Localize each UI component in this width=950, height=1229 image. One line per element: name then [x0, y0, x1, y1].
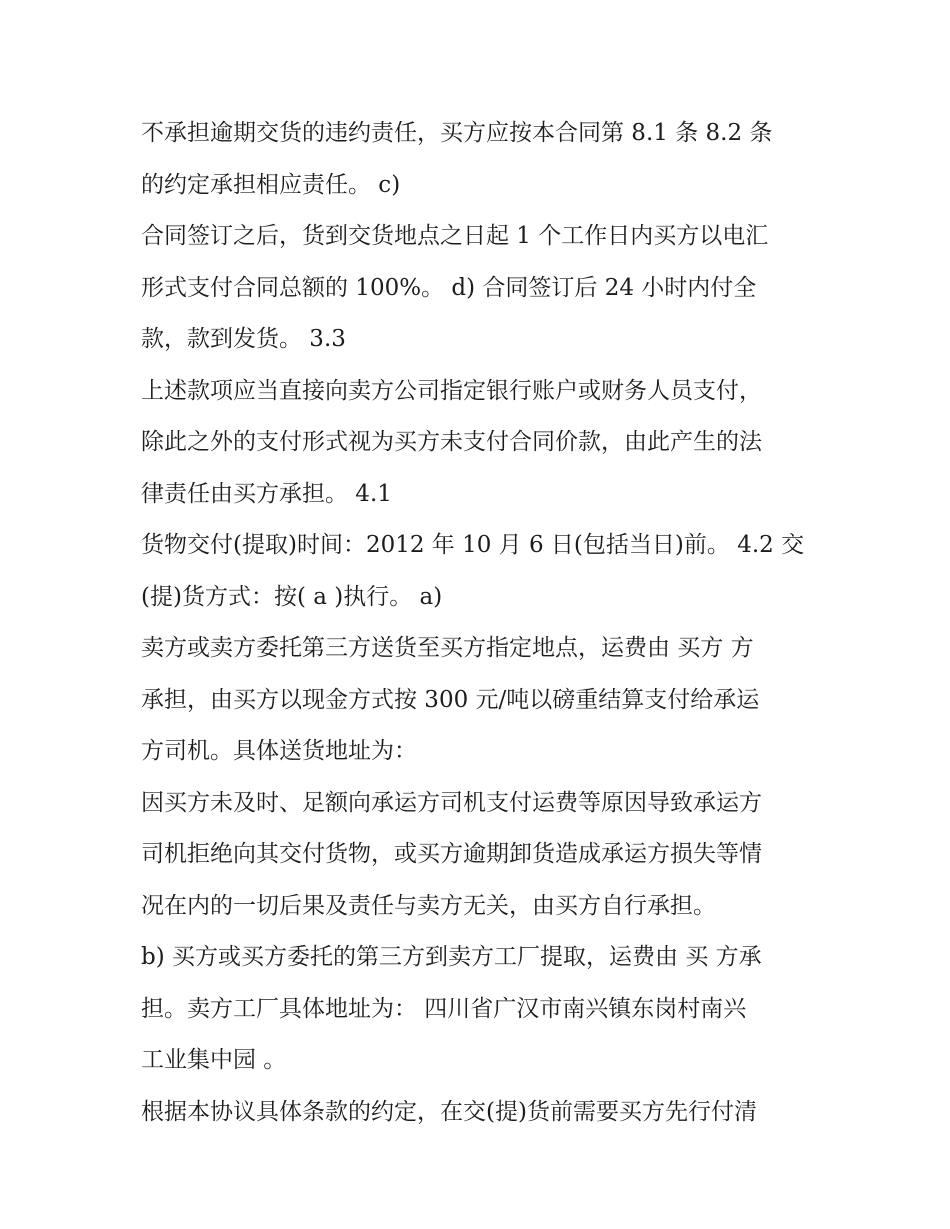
text-line: 司机拒绝向其交付货物，或买方逾期卸货造成承运方损失等情: [141, 841, 762, 867]
text-line: 形式支付合同总额的 100%。 d) 合同签订后 24 小时内付全: [141, 274, 757, 301]
text-line: 合同签订之后，货到交货地点之日起 1 个工作日内买方以电汇: [141, 223, 769, 249]
text-line: (提)货方式：按( a )执行。 a): [141, 583, 443, 610]
text-line: 承担，由买方以现金方式按 300 元/吨以磅重结算支付给承运: [141, 686, 760, 713]
text-line: 款，款到发货。 3.3: [141, 326, 346, 352]
text-line: 卖方或卖方委托第三方送货至买方指定地点，运费由 买方 方: [141, 635, 754, 661]
text-line: 况在内的一切后果及责任与卖方无关，由买方自行承担。: [141, 892, 716, 919]
text-line: b) 买方或买方委托的第三方到卖方工厂提取，运费由 买 方承: [141, 944, 762, 970]
text-line: 工业集中园 。: [141, 1047, 287, 1073]
text-line: 律责任由买方承担。 4.1: [141, 480, 392, 507]
text-line: 担。卖方工厂具体地址为： 四川省广汉市南兴镇东岗村南兴: [141, 995, 747, 1022]
text-line: 上述款项应当直接向卖方公司指定银行账户或财务人员支付，: [141, 377, 762, 404]
text-line: 的约定承担相应责任。 c): [141, 171, 401, 198]
text-line: 方司机。具体送货地址为：: [141, 738, 417, 764]
document-body: [141, 108, 821, 1138]
text-line: 根据本协议具体条款的约定，在交(提)货前需要买方先行付清: [141, 1098, 757, 1125]
text-line: 除此之外的支付形式视为买方未支付合同价款，由此产生的法: [141, 429, 762, 455]
text-line: 货物交付(提取)时间：2012 年 10 月 6 日(包括当日)前。 4.2 交: [141, 532, 805, 558]
text-line: 因买方未及时、足额向承运方司机支付运费等原因导致承运方: [141, 789, 762, 816]
text-line: 不承担逾期交货的违约责任，买方应按本合同第 8.1 条 8.2 条: [141, 120, 773, 146]
